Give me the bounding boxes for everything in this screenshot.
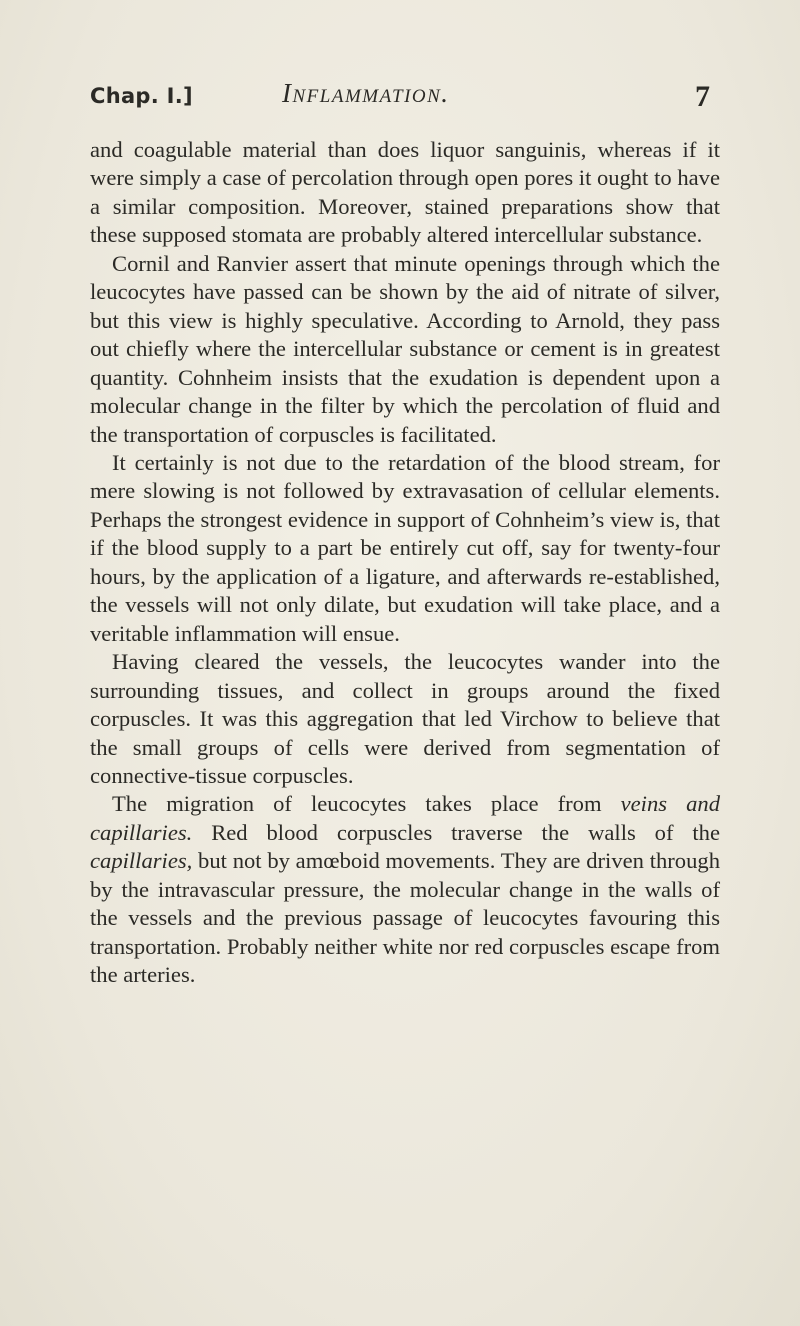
paragraph-2: [90, 250, 720, 449]
paragraph-text: and coagulable material than does liquor sanguinis, whereas if it were simply a case of percolation through open pores it ought to have a similar composition. Moreover, stained preparations show that these supposed stomata are probably altered intercellular substance.: [90, 137, 720, 248]
page-number: 7: [695, 80, 710, 113]
italic-term: veins and capillaries.: [90, 791, 721, 845]
paragraph-3: [90, 449, 720, 648]
paragraph-text: Having cleared the vessels, the leucocytes wander into the surrounding tissues, and collect in groups around the fixed corpuscles. It was this aggregation that led Virchow to believe that the small groups of cells were derived from segmentation of connective-tissue corpuscles.: [90, 649, 720, 788]
body-text: [90, 136, 720, 990]
paragraph-text: but not by amœboid movements. They are driven through by the intravascular pressure, the molecular change in the walls of the vessels and the previous passage of leucocytes favouring this transportation. Probably neither white nor red corpuscles escape from the arteries.: [90, 848, 720, 988]
paragraph-1: [90, 136, 720, 250]
paragraph-text: Cornil and Ranvier assert that minute openings through which the leucocytes have passed can be shown by the aid of nitrate of silver, but this view is highly speculative. According to Arnold, they pass out chiefly where the intercellular substance or cement is in greatest quantity. Cohnheim insists that the exudation is dependent upon a molecular change in the filter by which the percolation of fluid and the transportation of corpuscles is facilitated.: [90, 250, 720, 447]
paragraph-text: It certainly is not due to the retardation of the blood stream, for mere slowing is not followed by extravasation of cellular elements. Perhaps the strongest evidence in support of Cohnheim’s view is, that if the blood supply to a part be entirely cut off, say for twenty-four hours, by the application of a ligature, and afterwards re-established, the vessels will not only dilate, but exudation will take place, and a veritable inflammation will ensue.: [90, 449, 720, 646]
italic-term: capillaries,: [90, 848, 193, 874]
paragraph-4: [90, 648, 720, 790]
paragraph-5: [90, 790, 720, 989]
paragraph-text: The migration of leucocytes takes place from: [112, 791, 621, 817]
chapter-label: Chap. I.]: [90, 84, 193, 108]
paragraph-text: Red blood corpuscles traverse the walls of the: [192, 819, 720, 845]
running-header: [90, 78, 710, 114]
running-title: Inflammation.: [282, 78, 450, 108]
